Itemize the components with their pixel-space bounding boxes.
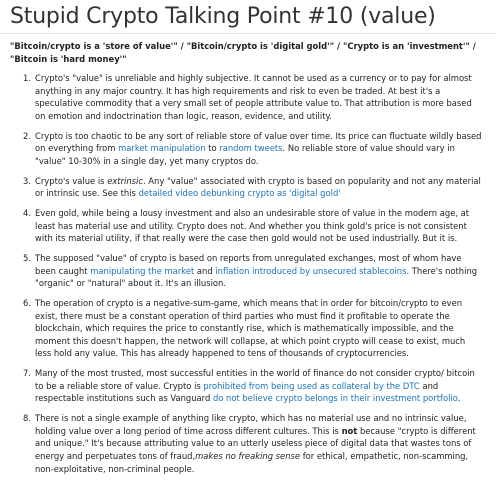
text-run: for ethical, empathetic, non-scamming, non-exploitative, non-criminal people. <box>35 450 469 474</box>
list-item-text <box>35 131 482 166</box>
talking-points-list <box>23 72 483 482</box>
text-run: Crypto's value is <box>35 175 108 186</box>
list-item-text <box>35 368 475 403</box>
text-run: . No reliable store of value should vary in "value" 10-30% in a single day, yet many cryptos do. <box>35 143 455 166</box>
list-item-text <box>35 253 477 288</box>
list-item-number: 3. <box>23 175 31 186</box>
text-run: and respectable institutions such as Vanguard <box>35 380 439 404</box>
list-item-number: 4. <box>23 208 31 219</box>
text-run: Even gold, while being a lousy investment and also an undesirable store of value in the modern age, at least has material use and utility. Crypto does not. And whether you think gold's price is not consistent with its material utility, if that really were the case then gold would not be used industrially. But it is. <box>35 208 470 244</box>
text-run: The supposed "value" of crypto is based on reports from unregulated exchanges, most of whom have been caught <box>35 253 462 276</box>
page-subtitle: "Bitcoin/crypto is a 'store of value'" / "Bitcoin/crypto is 'digital gold'" / "Crypto is an 'investment'" / "Bitcoin is 'hard money'" <box>10 41 476 64</box>
list-item-number: 5. <box>23 253 31 264</box>
list-item <box>23 207 483 245</box>
list-item-number: 8. <box>23 413 31 424</box>
page-title: Stupid Crypto Talking Point #10 (value) <box>10 4 436 29</box>
text-run: and <box>194 265 216 276</box>
digital-gold-video-link[interactable]: detailed video debunking crypto as 'digital gold' <box>138 188 341 199</box>
list-item-text <box>35 73 472 121</box>
list-item-number: 6. <box>23 298 31 309</box>
bold-text: not <box>341 425 358 436</box>
text-run: Crypto is too chaotic to be any sort of reliable store of value over time. Its price can fluctuate wildly based on everything from <box>35 130 482 154</box>
list-item <box>23 367 483 405</box>
text-run: There is not a single example of anything like crypto, which has no material use and no intrinsic value, holding value over a long period of time across different cultures. This is <box>35 413 467 436</box>
list-item-text <box>35 298 465 358</box>
list-item <box>23 72 483 122</box>
text-run: . Any "value" associated with crypto is based on popularity and not any material or intrinsic use. See this <box>35 175 481 199</box>
vanguard-portfolio-link[interactable]: do not believe crypto belongs in their investment portfolio <box>212 393 458 404</box>
list-item-number: 1. <box>23 73 31 83</box>
list-item <box>23 130 483 168</box>
list-item <box>23 412 483 475</box>
text-run: to <box>205 143 220 154</box>
emphasis-text: extrinsic <box>107 175 143 186</box>
text-run: because "crypto is different and unique." It's because attributing value to an utterly useless piece of digital data that wastes tons of energy and perpetuates tons of fraud, <box>35 425 476 461</box>
title-divider <box>0 33 496 34</box>
list-item-text <box>35 413 476 473</box>
random-tweets-link[interactable]: random tweets <box>219 143 283 154</box>
text-run: Many of the most trusted, most successful entities in the world of finance do not consider crypto/ bitcoin to be a reliable store of value. Crypto is <box>35 368 475 391</box>
list-item-number: 7. <box>23 368 31 379</box>
text-run: . There's nothing "organic" or "natural" about it. It's an illusion. <box>35 265 478 289</box>
text-run: . <box>457 393 461 404</box>
list-item-text <box>35 208 469 243</box>
market-manipulation-link[interactable]: market manipulation <box>118 143 206 154</box>
emphasis-text: makes no freaking sense <box>195 450 301 461</box>
stablecoins-inflation-link[interactable]: inflation introduced by unsecured stablecoins <box>215 265 407 276</box>
list-item <box>23 297 483 360</box>
text-run: The operation of crypto is a negative-sum-game, which means that in order for bitcoin/crypto to even exist, there must be a constant operation of third parties who must find it profitable to operate the blockchain, which requires the price to constantly rise, which is mathematically impossible, and the moment this doesn't happen, the network will collapse, at which point crypto will cease to exist, much less hold any value. This has already happened to tens of thousands of cryptocurrencies. <box>35 298 466 359</box>
text-run: Crypto's "value" is unreliable and highly subjective. It cannot be used as a currency or to pay for almost anything in any major country. It has high requirements and risk to even be traded. At best it's a speculative commodity that a very small set of people attribute value to. That attribution is more based on emotion and indoctrination than logic, reason, evidence, and utility. <box>35 73 472 121</box>
dtc-collateral-link[interactable]: prohibited from being used as collateral by the DTC <box>203 380 420 391</box>
manipulating-market-link[interactable]: manipulating the market <box>90 265 195 276</box>
list-item <box>23 175 483 200</box>
list-item-number: 2. <box>23 130 31 141</box>
list-item-text <box>35 176 481 199</box>
list-item <box>23 252 483 290</box>
